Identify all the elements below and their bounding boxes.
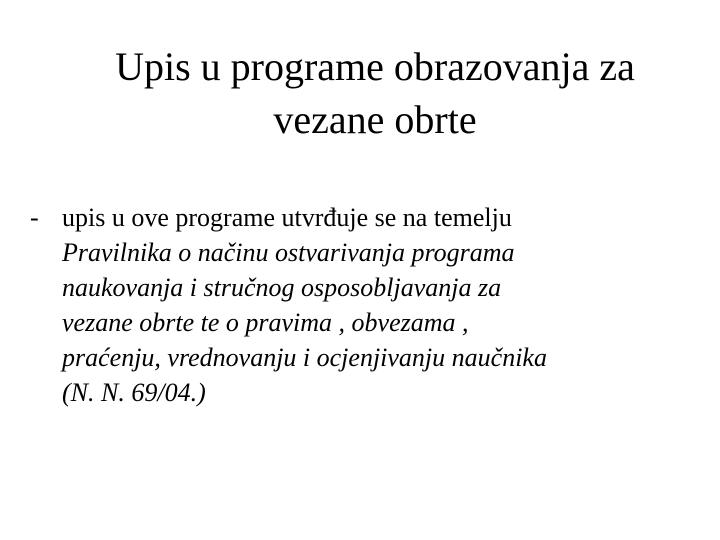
reference-line-4: praćenju, vrednovanju i ocjenjivanju naučnika bbox=[62, 343, 547, 372]
title-line-1: Upis u programe obrazovanja za bbox=[115, 44, 635, 89]
reference-line-3: vezane obrte te o pravima , obvezama , bbox=[62, 308, 469, 337]
reference-line-2: naukovanja i stručnog osposobljavanja za bbox=[62, 273, 502, 302]
bullet-dash: - bbox=[30, 203, 39, 232]
reference-line-1: Pravilnika o načinu ostvarivanja programa bbox=[62, 238, 515, 267]
lead-text: upis u ove programe utvrđuje se na temelju bbox=[62, 203, 512, 232]
slide-title bbox=[40, 40, 710, 146]
title-line-2: vezane obrte bbox=[273, 97, 477, 142]
reference-line-5: (N. N. 69/04.) bbox=[62, 378, 206, 407]
bullet-text bbox=[62, 200, 690, 410]
